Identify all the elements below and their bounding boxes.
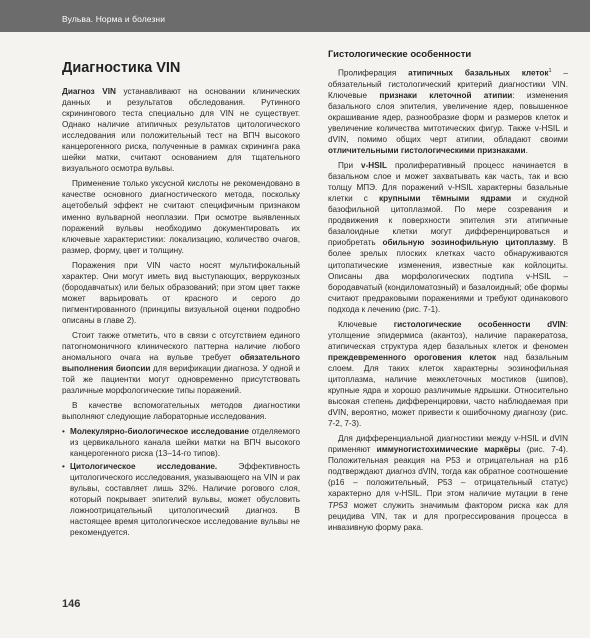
paragraph-lab-methods: В качестве вспомогательных методов диагностики выполняют следующие лабораторные исследования. [62, 401, 300, 422]
bullet-icon: • [62, 461, 65, 471]
lab-methods-list [62, 426, 300, 537]
section-title-histology: Гистологические особенности [328, 49, 472, 60]
left-column [62, 48, 300, 539]
paragraph-dvin: Ключевые гистологические особенности dVIN: утолщение эпидермиса (акантоз), наличие паракератоза, атипическая структура ядер базальных клеток и феномен преждевременного ороговения клеток над базальным слоем. Для таких клеток характерны эозинофильная цитоплазма, наличие межклеточных мостиков (шипов), крупные ядра и хорошо различимые ядрышки. Относительно высокая степень дифференцировки, часто наблюдаемая при dVIN, вероятно, может привести к ошибочному диагнозу (рис. 7-2, 7-3). [328, 319, 569, 429]
paragraph-diagnosis: Диагноз VIN устанавливают на основании клинических данных и результатов обследования. Рутинного скринингового теста специально для VIN не существует. Однако наличие атипичных результатов цитологического исследования или положительный тест на ВПЧ высокого канцерогенного риска, полученные в рамках скрининга рака шейки матки, считают основанием для тщательного визуального осмотра вульвы. [62, 87, 300, 174]
page-number: 146 [62, 598, 81, 610]
list-item: • Цитологическое исследование. Эффективность цитологического исследования, указывающего на VIN и рак вульвы, составляет лишь 32%. Наличие рогового слоя, который покрывает эпителий вульвы, может обусловить ложноотрицательный цитологический диагноз. В настоящее время цитологическое исследование вульвы не рекомендуется. [62, 461, 300, 537]
paragraph-v-hsil: При v-HSIL пролиферативный процесс начинается в базальном слое и может захватывать как часть, так и всю толщу МПЭ. Для поражений v-HSIL характерны базальные клетки с крупными тёмными ядрами и скудной базофильной цитоплазмой. По мере созревания и продвижения к поверхности эпителия эти атипичные базалоидные клетки могут дифференцироваться и приобретать обильную эозинофильную цитоплазму. В более зрелых плоских клетках часто обнаруживаются цитопатические изменения, известные как койлоциты. Описаны два морфологических подтипа v-HSIL – бородавчатый (кондиломатозный) и базалоидный; обе формы считают предраковыми поражениями и требуют одинакового подхода к лечению (рис. 7-1). [328, 161, 568, 314]
bullet-icon: • [62, 427, 65, 437]
paragraph-multifocal: Поражения при VIN часто носят мультифокальный характер. Они могут иметь вид выступающих, веррукозных (бородавчатых) или белых образований; при этом цвет также может варьировать от красного и серого до пигментированного (принципы визуальной оценки подробно описаны в главе 2). [62, 260, 300, 325]
paragraph-acetic-acid: Применение только уксусной кислоты не рекомендовано в качестве основного диагностического метода, поскольку ацетобелый эффект не считают специфичным признаком именно вульварной неоплазии. При осмотре выявленных поражений вульвы необходимо документировать их ключевые характеристики: локализацию, количество очагов, размер, форму, цвет и толщину. [62, 179, 300, 255]
list-item: • Молекулярно-биологическое исследование отделяемого из цервикального канала шейки матки на ВПЧ высокого канцерогенного риска (13–14-го типов). [62, 427, 300, 459]
right-column [328, 48, 568, 537]
running-head: Вульва. Норма и болезни [62, 14, 166, 24]
header-band [0, 0, 590, 32]
footnote-marker: 1 [548, 68, 552, 74]
bold-term: Диагноз VIN [62, 87, 116, 96]
paragraph-ihc-markers: Для дифференциальной диагностики между v-HSIL и dVIN применяют иммуногистохимические маркёры (рис. 7-4). Положительная реакция на P53 и отрицательная на p16 подтверждают диагноз dVIN, тогда как обратное соотношение (p16 – положительный, P53 – отрицательный статус) характерно для v-HSIL. При этом наличие мутации в гене TP53 может служить значимым фактором риска как для рецидива VIN, так и для прогрессирования процесса в инвазивную форму рака. [328, 434, 569, 532]
paragraph-biopsy: Стоит также отметить, что в связи с отсутствием единого патогномоничного клинического паттерна наличие любого аномального очага на вульве требует обязательного выполнения биопсии для верификации диагноза. У одной и той же пациентки могут одновременно присутствовать различные морфологические типы поражений. [62, 330, 301, 396]
bold-term: обязательного выполнения биопсии [62, 353, 300, 374]
section-title-diagnostics: Диагностика VIN [62, 60, 181, 76]
paragraph-proliferation: Пролиферация атипичных базальных клеток$^1$ – обязательный гистологический критерий диагностики VIN. Ключевые признаки клеточной атипии: изменения базального слоя эпителия, увеличение ядер, повышенное окрашивание ядер, разнообразие форм и размеров клеток и увеличение количества митотических фигур. Также v-HSIL и dVIN, помимо общих черт атипии, обладают своими отличительными гистологическими признаками. [328, 68, 568, 156]
